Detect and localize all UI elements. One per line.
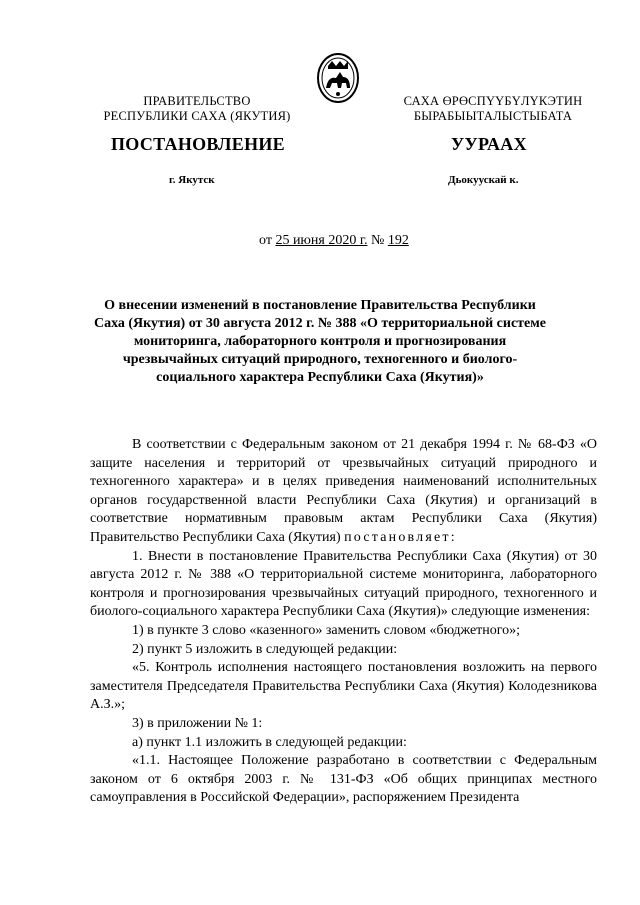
number-prefix: № xyxy=(367,233,388,248)
preamble-paragraph xyxy=(90,436,597,548)
heading-line: социального характера Республики Саха (Якутия)» xyxy=(156,370,484,385)
heading-line: чрезвычайных ситуаций природного, техногенного и биолого- xyxy=(122,352,518,367)
document-type-yakut: УУРААХ xyxy=(451,134,527,154)
heading-line: мониторинга, лабораторного контроля и прогнозирования xyxy=(133,334,507,349)
document-type-russian: ПОСТАНОВЛЕНИЕ xyxy=(111,134,285,154)
body-paragraph: «1.1. Настоящее Положение разработано в соответствии с Федеральным законом от 6 октября 2003 г. № 131-ФЗ «Об общих принципах местного самоуправления в Российской Федерации», распоряжением Президента xyxy=(90,753,597,806)
body-paragraph: 1. Внести в постановление Правительства Республики Саха (Якутия) от 30 августа 2012 г. № 388 «О территориальной системе мониторинга, лабораторного контроля и прогнозирования чрезвычайных ситуаций природного, техногенного и биолого-социального характера Республики Саха (Якутия)» следующие изменения: xyxy=(90,548,597,620)
heading-line: О внесении изменений в постановление Правительства Республики xyxy=(104,298,536,313)
resolves-word: постановляет: xyxy=(344,529,457,545)
preamble-text: В соответствии с Федеральным законом от 21 декабря 1994 г. № 68-ФЗ «О защите населения и территорий от чрезвычайных ситуаций природного и техногенного характера» и в целях приведения наименований исполнительных органов государственной власти Республики Саха (Якутия) и организаций в соответствие нормативным правовым актам Республики Саха (Якутия) Правительство Республики Саха (Якутия) xyxy=(90,437,597,545)
document-date: 25 июня 2020 г. xyxy=(275,233,368,248)
document-number: 192 xyxy=(387,233,409,248)
coat-of-arms-emblem xyxy=(314,50,362,106)
body-paragraph: 3) в приложении № 1: xyxy=(132,715,263,731)
issuer-name-yakut xyxy=(388,94,598,124)
issuer-line: САХА ӨРӨСПҮҮБҮЛҮКЭТИН xyxy=(403,94,583,108)
heading-line: Саха (Якутия) от 30 августа 2012 г. № 388 «О территориальной системе xyxy=(93,316,547,331)
city-russian: г. Якутск xyxy=(169,174,215,186)
body-paragraph: «5. Контроль исполнения настоящего постановления возложить на первого заместителя Председателя Правительства Республики Саха (Якутия) Колодезникова А.З.»; xyxy=(90,660,597,713)
body-paragraph: 2) пункт 5 изложить в следующей редакции: xyxy=(132,641,398,657)
document-heading xyxy=(90,297,550,387)
city-yakut: Дьокуускай к. xyxy=(448,174,519,186)
issuer-line: РЕСПУБЛИКИ САХА (ЯКУТИЯ) xyxy=(103,109,291,123)
body-paragraph: а) пункт 1.1 изложить в следующей редакции: xyxy=(132,734,407,750)
date-prefix: от xyxy=(259,233,276,248)
issuer-line: БЫРАБЫЫТАЛЫСТЫБАТА xyxy=(413,109,573,123)
issuer-name-russian xyxy=(78,94,316,124)
issuer-line: ПРАВИТЕЛЬСТВО xyxy=(143,94,251,108)
document-body xyxy=(90,436,597,808)
document-date-number xyxy=(259,233,409,249)
body-paragraph: 1) в пункте 3 слово «казенного» заменить словом «бюджетного»; xyxy=(132,622,521,638)
